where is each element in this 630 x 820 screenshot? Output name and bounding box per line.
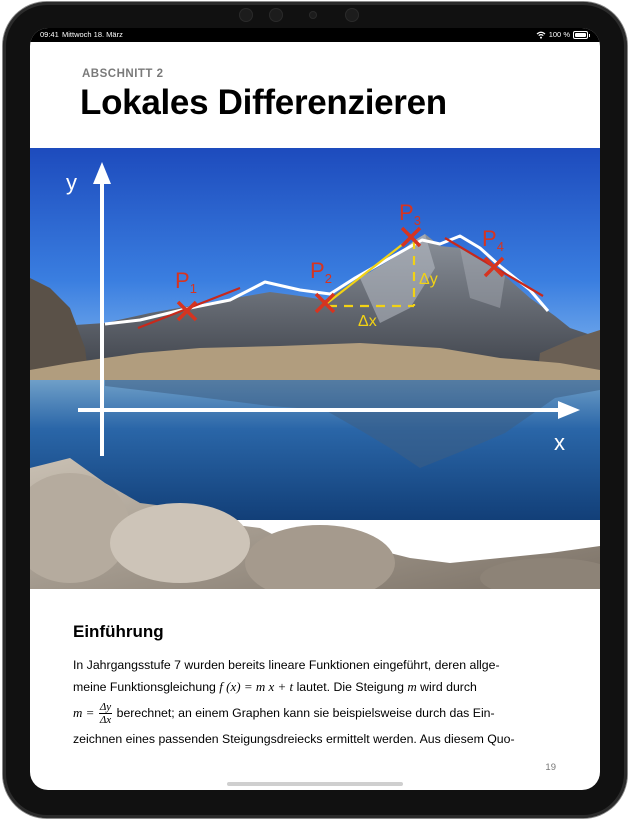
section-label: ABSCHNITT 2 xyxy=(82,68,164,80)
sensor-icon xyxy=(269,8,283,22)
point-label-p3: $P_3$ xyxy=(399,200,421,228)
home-indicator[interactable] xyxy=(227,782,403,786)
status-time: 09:41 xyxy=(40,30,59,39)
fraction-denominator: Δx xyxy=(99,714,112,727)
text-line: zeichnen eines passenden Steigungsdreiecks ermittelt werden. Aus diesem Quo- xyxy=(73,732,515,746)
text-line xyxy=(73,698,553,728)
body-text xyxy=(73,654,553,750)
battery-icon xyxy=(573,31,588,39)
sensor-icon xyxy=(345,8,359,22)
status-bar xyxy=(30,28,600,42)
status-indicators xyxy=(536,28,590,42)
text-span: berechnet; an einem Graphen kann sie beispielsweise durch das Ein- xyxy=(116,706,495,720)
formula-slope-lhs: m = xyxy=(73,705,95,720)
screen xyxy=(30,28,600,790)
point-label-p4: $P_4$ xyxy=(482,226,504,254)
x-axis-label: x xyxy=(554,430,565,455)
wifi-icon xyxy=(536,31,546,39)
text-line: In Jahrgangsstufe 7 wurden bereits lineare Funktionen eingeführt, deren allge- xyxy=(73,658,500,672)
text-line xyxy=(73,676,553,698)
fraction-numerator: Δy xyxy=(99,701,112,714)
point-label-p1: $P_1$ xyxy=(175,268,197,296)
intro-heading: Einführung xyxy=(73,622,164,641)
page-number: 19 xyxy=(545,762,556,773)
text-span: wird durch xyxy=(420,680,477,694)
y-axis-label: y xyxy=(66,170,77,195)
delta-x-label: Δx xyxy=(358,313,377,330)
formula-slope-fraction xyxy=(99,701,112,726)
formula-linear-function: f (x) = m x + t xyxy=(219,679,294,694)
front-camera-icon xyxy=(309,11,317,19)
text-span: lautet. Die Steigung xyxy=(296,680,404,694)
delta-y-label: Δy xyxy=(419,271,438,288)
status-date: Mittwoch 18. März xyxy=(62,30,123,39)
point-label-p2: $P_2$ xyxy=(310,258,332,286)
battery-percent: 100 % xyxy=(548,30,570,39)
camera-icon xyxy=(239,8,253,22)
formula-m: m xyxy=(407,679,417,694)
text-span: meine Funktionsgleichung xyxy=(73,680,216,694)
page-title: Lokales Differenzieren xyxy=(80,83,447,122)
figure-mountain-graph[interactable] xyxy=(30,148,600,589)
